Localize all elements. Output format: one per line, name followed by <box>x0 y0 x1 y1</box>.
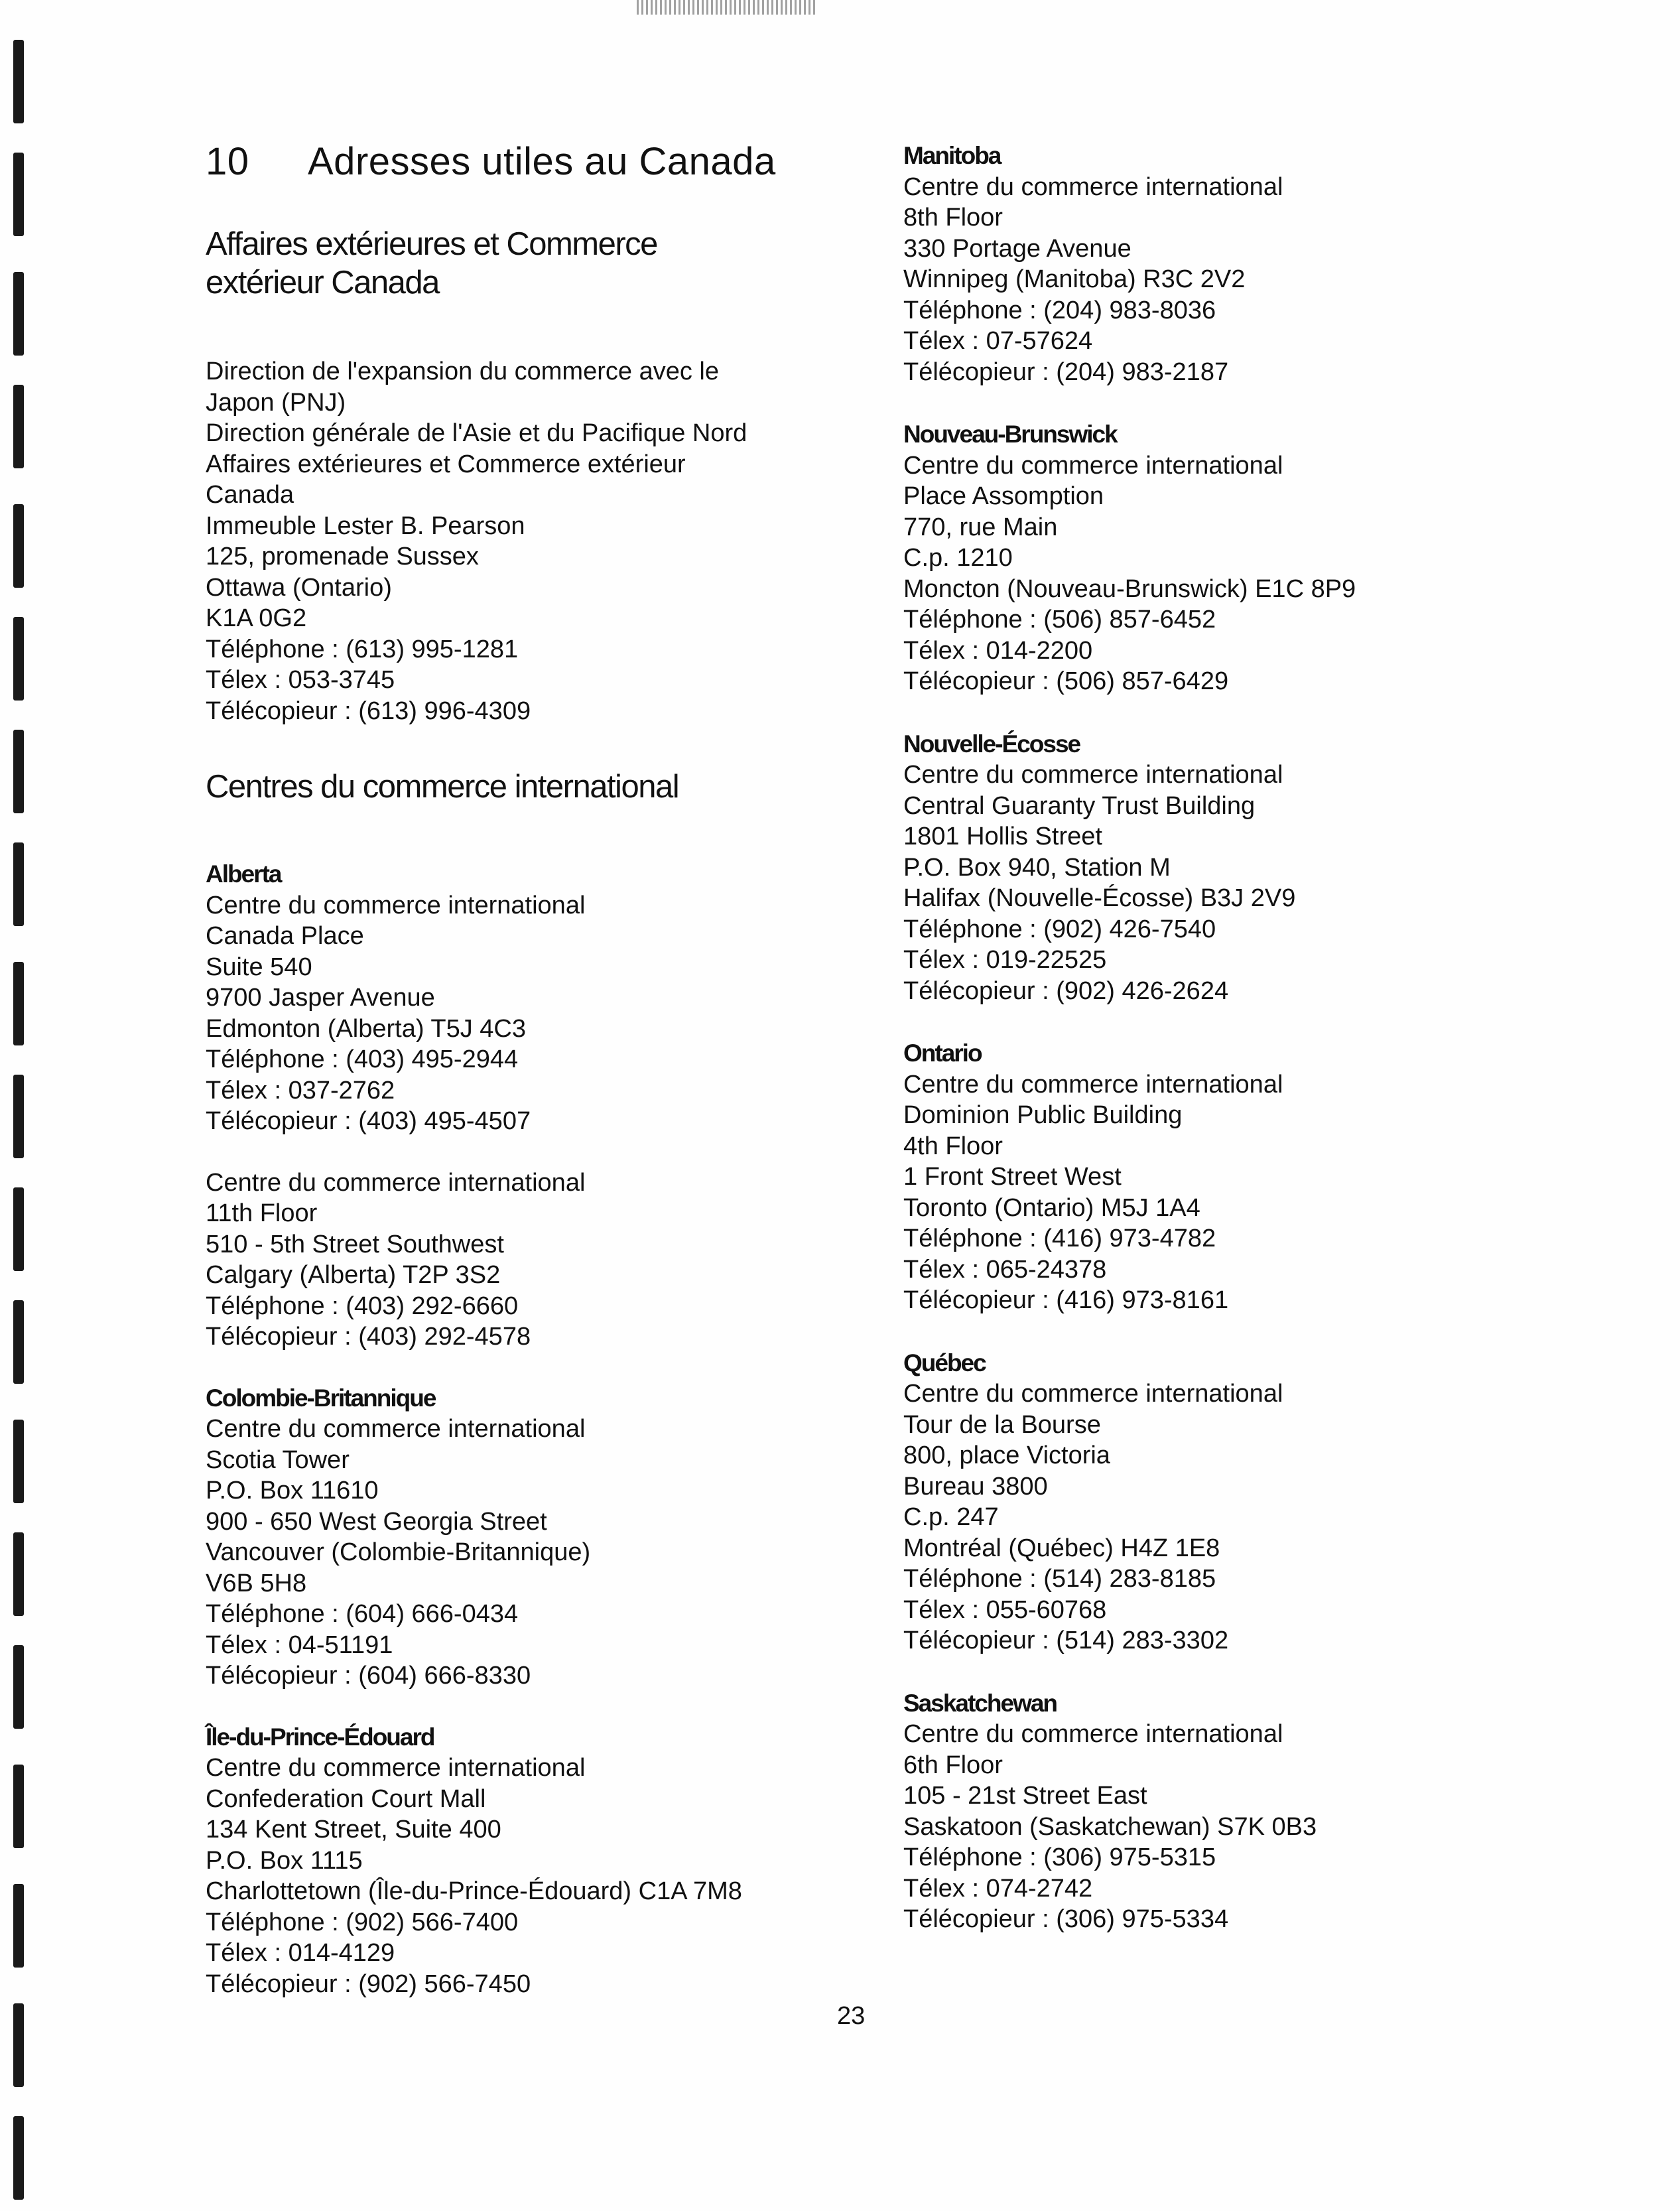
address-line: Montréal (Québec) H4Z 1E8 <box>903 1534 1220 1562</box>
left-column <box>206 139 882 2030</box>
office-entry <box>903 1688 1633 1935</box>
left-entries <box>206 859 882 1999</box>
address-line: Télécopieur : (604) 666-8330 <box>206 1662 531 1690</box>
province-heading: Colombie-Britannique <box>206 1384 436 1412</box>
address-line: Téléphone : (204) 983-8036 <box>903 296 1216 324</box>
address-line: 900 - 650 West Georgia Street <box>206 1507 547 1536</box>
address-line: 770, rue Main <box>903 513 1058 541</box>
address-line: Halifax (Nouvelle-Écosse) B3J 2V9 <box>903 884 1296 912</box>
address-line: 330 Portage Avenue <box>903 234 1131 263</box>
address-line: Téléphone : (306) 975-5315 <box>903 1843 1216 1871</box>
address-line: Calgary (Alberta) T2P 3S2 <box>206 1261 501 1289</box>
address-line: 8th Floor <box>903 204 1003 232</box>
address-line: Télécopieur : (514) 283-3302 <box>903 1627 1229 1654</box>
address-line: Téléphone : (403) 292-6660 <box>206 1292 519 1320</box>
address-line: Centre du commerce international <box>206 1415 586 1443</box>
address-line: Centre du commerce international <box>903 1380 1283 1408</box>
scan-artifact <box>637 0 816 15</box>
address-line: Centre du commerce international <box>206 891 586 919</box>
address-line: Central Guaranty Trust Building <box>903 791 1256 820</box>
address-line: Télex : 019-22525 <box>903 946 1107 974</box>
chapter-title <box>206 139 882 184</box>
address-line: 125, promenade Sussex <box>206 543 479 570</box>
address-line: Immeuble Lester B. Pearson <box>206 511 525 540</box>
address-line: Télex : 074-2742 <box>903 1874 1093 1903</box>
address-line: Téléphone : (902) 566-7400 <box>206 1908 519 1936</box>
address-line: 800, place Victoria <box>903 1441 1110 1469</box>
office-entry <box>903 1038 1633 1316</box>
address-line: Saskatoon (Saskatchewan) S7K 0B3 <box>903 1812 1317 1841</box>
address-line: Télex : 014-4129 <box>206 1939 395 1967</box>
address-line: Affaires extérieures et Commerce extérieur <box>206 450 686 478</box>
address-line: Direction générale de l'Asie et du Pacifique Nord <box>206 419 747 447</box>
address-line: 1801 Hollis Street <box>903 823 1102 850</box>
binder-marks <box>9 40 33 2202</box>
address-line: C.p. 1210 <box>903 544 1013 572</box>
office-entry <box>903 729 1633 1007</box>
province-heading: Ontario <box>903 1039 982 1067</box>
address-line: Téléphone : (403) 495-2944 <box>206 1045 519 1073</box>
address-line: 1 Front Street West <box>903 1163 1122 1191</box>
address-line: Edmonton (Alberta) T5J 4C3 <box>206 1014 526 1043</box>
address-line: Japon (PNJ) <box>206 388 346 417</box>
dfait-address <box>206 356 882 726</box>
office-entry <box>206 859 882 1137</box>
province-heading: Alberta <box>206 860 281 888</box>
address-line: Télécopieur : (902) 566-7450 <box>206 1970 531 1998</box>
dfait-heading-line: extérieur Canada <box>206 265 439 301</box>
address-line: C.p. 247 <box>903 1503 999 1531</box>
address-line: Téléphone : (902) 426-7540 <box>903 915 1216 943</box>
address-line: Télécopieur : (416) 973-8161 <box>903 1286 1229 1314</box>
address-line: 9700 Jasper Avenue <box>206 984 435 1012</box>
address-line: Centre du commerce international <box>903 761 1283 789</box>
address-line: Téléphone : (613) 995-1281 <box>206 635 519 663</box>
address-line: Télécopieur : (613) 996-4309 <box>206 697 531 725</box>
address-line: Confederation Court Mall <box>206 1784 486 1813</box>
address-line: P.O. Box 940, Station M <box>903 853 1171 882</box>
address-line: 6th Floor <box>903 1751 1003 1779</box>
chapter-title-text: Adresses utiles au Canada <box>308 140 776 183</box>
address-line: Télécopieur : (204) 983-2187 <box>903 358 1229 386</box>
address-line: 134 Kent Street, Suite 400 <box>206 1816 501 1843</box>
address-line: Charlottetown (Île-du-Prince-Édouard) C1A 7M8 <box>206 1877 742 1905</box>
address-line: Télécopieur : (403) 292-4578 <box>206 1323 531 1351</box>
office-entry <box>206 1168 882 1353</box>
address-line: Télex : 04-51191 <box>206 1631 393 1659</box>
office-entry <box>903 1348 1633 1656</box>
address-line: Télex : 055-60768 <box>903 1595 1107 1624</box>
office-entry <box>206 1722 882 2000</box>
office-entry <box>903 419 1633 697</box>
right-column <box>903 141 1633 1967</box>
office-entry <box>206 1383 882 1692</box>
office-entry <box>903 141 1633 387</box>
address-line: Centre du commerce international <box>206 1168 586 1197</box>
address-line: V6B 5H8 <box>206 1569 307 1597</box>
address-line: Centre du commerce international <box>903 451 1283 480</box>
address-line: Dominion Public Building <box>903 1101 1183 1129</box>
dfait-heading <box>206 225 882 302</box>
chapter-number: 10 <box>206 140 249 183</box>
address-line: Toronto (Ontario) M5J 1A4 <box>903 1193 1200 1222</box>
province-heading: Île-du-Prince-Édouard <box>206 1723 434 1751</box>
address-line: 510 - 5th Street Southwest <box>206 1230 504 1258</box>
province-heading: Nouvelle-Écosse <box>903 730 1080 758</box>
address-line: Place Assomption <box>903 482 1104 510</box>
address-line: Télex : 014-2200 <box>903 636 1093 665</box>
address-line: Moncton (Nouveau-Brunswick) E1C 8P9 <box>903 574 1356 603</box>
address-line: Canada Place <box>206 922 364 950</box>
address-line: Direction de l'expansion du commerce avec le <box>206 358 719 385</box>
address-line: 4th Floor <box>903 1132 1003 1160</box>
address-line: Bureau 3800 <box>903 1472 1048 1501</box>
address-line: Téléphone : (604) 666-0434 <box>206 1600 519 1628</box>
address-line: Centre du commerce international <box>903 172 1283 201</box>
address-line: Téléphone : (416) 973-4782 <box>903 1225 1216 1252</box>
dfait-heading-line: Affaires extérieures et Commerce <box>206 226 657 262</box>
address-line: P.O. Box 11610 <box>206 1477 379 1505</box>
address-line: Centre du commerce international <box>903 1070 1283 1099</box>
address-line: Télex : 037-2762 <box>206 1076 395 1105</box>
address-line: Télécopieur : (306) 975-5334 <box>903 1905 1229 1933</box>
address-line: Winnipeg (Manitoba) R3C 2V2 <box>903 265 1246 293</box>
address-line: Scotia Tower <box>206 1445 350 1474</box>
itc-heading: Centres du commerce international <box>206 769 679 805</box>
address-line: Téléphone : (506) 857-6452 <box>903 606 1216 634</box>
address-line: Téléphone : (514) 283-8185 <box>903 1565 1216 1593</box>
province-heading: Manitoba <box>903 142 1001 169</box>
address-line: Centre du commerce international <box>903 1720 1283 1748</box>
address-line: Centre du commerce international <box>206 1754 586 1782</box>
address-line: 105 - 21st Street East <box>903 1782 1147 1810</box>
address-line: Télécopieur : (506) 857-6429 <box>903 667 1229 695</box>
address-line: Canada <box>206 481 294 509</box>
province-heading: Québec <box>903 1349 986 1376</box>
address-line: Télex : 07-57624 <box>903 327 1093 355</box>
address-line: K1A 0G2 <box>206 604 307 632</box>
address-line: Tour de la Bourse <box>903 1410 1101 1439</box>
right-entries <box>903 141 1633 1935</box>
address-line: Télécopieur : (403) 495-4507 <box>206 1107 531 1135</box>
address-line: Télex : 065-24378 <box>903 1255 1107 1284</box>
address-line: Ottawa (Ontario) <box>206 573 392 602</box>
address-line: Suite 540 <box>206 953 312 981</box>
address-line: Télex : 053-3745 <box>206 666 395 694</box>
province-heading: Saskatchewan <box>903 1689 1057 1717</box>
address-line: Télécopieur : (902) 426-2624 <box>903 976 1229 1005</box>
address-line: Vancouver (Colombie-Britannique) <box>206 1538 591 1566</box>
address-line: P.O. Box 1115 <box>206 1846 363 1875</box>
province-heading: Nouveau-Brunswick <box>903 421 1117 448</box>
page-number: 23 <box>837 2002 866 2030</box>
address-line: 11th Floor <box>206 1199 318 1227</box>
